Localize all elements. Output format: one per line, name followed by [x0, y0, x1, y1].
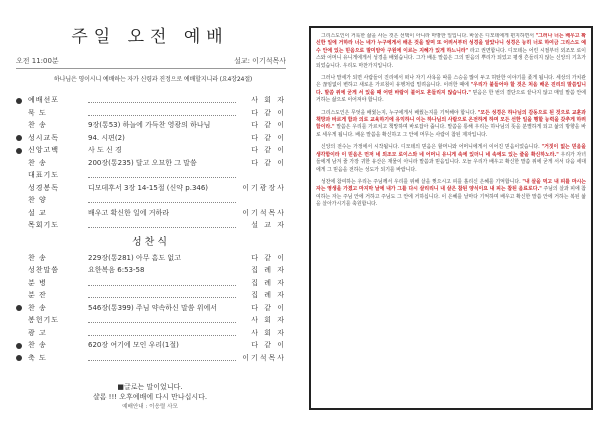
order-item-person: 다 같 이	[251, 121, 286, 129]
order-item	[16, 264, 286, 277]
sermon-text: 말씀은 우리를 가르치고 책망하며 바로잡아 줍니다. 말씀을 통해 우리는 하나님의 뜻을 분별하게 되고 삶의 방향을 바로 세우게 됩니다. 배운 말씀을 확신하고 그 안에 머무는 사람이 참된 제자입니다.	[316, 124, 586, 138]
order-item	[16, 277, 286, 290]
order-item-person: 이기광장사	[242, 183, 286, 192]
order-item-person: 집 례 자	[251, 291, 286, 299]
order-item-label: 예배선포	[28, 96, 60, 104]
order-item	[16, 132, 286, 145]
order-item	[16, 289, 286, 302]
sermon-text: 주님의 살과 피에 참여하는 자는 주님 안에 거하고 주님도 그 안에 거하십니다. 이 은혜를 날마다 기억하며 배우고 확신한 말씀 안에 거하는 복된 삶을 살아가시기를 축원합니다.	[316, 186, 586, 208]
order-item-person: 다 같 이	[251, 146, 286, 154]
order-item	[16, 219, 286, 232]
preacher-label: 설교: 이기석목사	[234, 57, 286, 65]
bullet-icon	[16, 343, 22, 349]
order-item-content: 요한복음 6:53-58	[88, 266, 145, 274]
order-item-label: 성찬말씀	[28, 266, 60, 274]
order-list	[16, 94, 286, 364]
dotted-leader	[88, 177, 236, 178]
sermon-text: 그리스도인은 무엇을 배웠는지, 누구에게서 배웠는지를 기억해야 합니다.	[321, 109, 478, 116]
page-title: 주일 오전 예배	[71, 27, 229, 47]
sermon-paragraph	[316, 33, 586, 70]
order-item	[16, 339, 286, 352]
farewell-greeting: 샬롬 !!! 오후예배에 다시 만나십시다.	[92, 393, 208, 401]
order-item-content: 546장(통399) 주님 약속하신 말씀 위에서	[88, 303, 217, 312]
order-item	[16, 302, 286, 315]
order-item-person: 다 같 이	[251, 133, 286, 142]
order-item-label: 분 잔	[28, 291, 47, 299]
order-item	[16, 169, 286, 182]
sermon-text: 믿음은 한 번의 결단으로 끝나지 않고 매일 말씀 안에 거하는 삶으로 이어져야 합니다.	[316, 89, 586, 104]
order-item-label: 대표기도	[28, 171, 60, 179]
order-item-content: 200장(통235) 달고 오묘한 그 말씀	[88, 158, 197, 167]
order-item	[16, 207, 286, 220]
order-item	[16, 107, 286, 120]
order-item	[16, 352, 286, 365]
farewell	[0, 382, 300, 412]
bullet-icon	[16, 355, 22, 361]
sermon-text: 우리가 자녀들에게 남겨 줄 가장 귀한 유산은 재물이 아니라 말씀과 믿음입니다. 오늘 우리가 배우고 확신한 말씀 위에 굳게 서서 다음 세대에게 그 믿음을 전하는 성도가 되기를 바랍니다.	[316, 151, 586, 173]
order-item-content: 94. 시편(2)	[88, 133, 125, 142]
dotted-leader	[88, 297, 236, 298]
bullet-icon	[16, 135, 22, 141]
order-item-content: 사 도 신 경	[88, 146, 122, 154]
service-time: 오전 11:00분	[16, 57, 59, 65]
scripture-quote: "우리가 붙들어야 할 것은 처음 배운 진리의 말씀입니다. 말씀 위에 굳게 서 있을 때 어떤 바람이 불어도 흔들리지 않습니다."	[316, 82, 586, 96]
order-item-label: 봉헌기도	[28, 316, 60, 324]
order-item-person: 집 례 자	[251, 278, 286, 287]
scripture-quote: "내 살을 먹고 내 피를 마시는 자는 영생을 가졌고 마지막 날에 내가 그를 다시 살리리니 내 살은 참된 양식이요 내 피는 참된 음료로다."	[316, 178, 586, 193]
sermon-text: 신앙의 전수는 가정에서 시작됩니다. 디모데의 믿음은 할머니와 어머니에게서 이어진 믿음이었습니다.	[321, 144, 542, 151]
order-item	[16, 94, 286, 107]
bullet-icon	[16, 98, 22, 104]
order-item-label: 축 도	[28, 353, 47, 362]
order-item-label: 성시교독	[28, 133, 60, 142]
dotted-leader	[88, 322, 236, 323]
order-item-label: 설 교	[28, 208, 47, 217]
sermon-text: 라고 권면합니다. 디모데는 어린 시절부터 외조모 로이스와 어머니 유니게에게서 성경을 배웠습니다. 그가 배운 말씀은 그의 믿음의 뿌리가 되었고 평생 흔들리지 않는 신앙의 기초가 되었습니다. 우리도 마찬가지입니다.	[316, 47, 586, 69]
intro-verse: 하나님은 영이시니 예배하는 자가 신령과 진정으로 예배할지니라 (요4장24절)	[53, 76, 253, 83]
order-item-label: 찬 송	[28, 253, 47, 262]
sermon-text: 그리스도인이 거룩한 삶을 사는 것은 선택이 아니라 마땅한 일입니다. 바울은 디모데에게 편지하면서	[321, 33, 536, 39]
order-item-person: 사 회 자	[251, 96, 286, 104]
order-item-label: 신앙고백	[28, 146, 60, 154]
order-item-content: 9장(통53) 하늘에 가득찬 영광의 하나님	[88, 121, 211, 129]
dotted-leader	[88, 285, 236, 286]
order-item	[16, 327, 286, 340]
dotted-leader	[88, 227, 236, 228]
order-item-label: 묵 도	[28, 108, 47, 117]
communion-title: 성찬식	[132, 236, 170, 248]
order-item-label: 성경봉독	[28, 183, 60, 192]
sermon-paragraph	[316, 75, 586, 105]
order-item-person: 사 회 자	[251, 316, 286, 324]
order-item-label: 분 병	[28, 278, 47, 287]
dotted-leader	[88, 115, 236, 116]
dotted-leader	[88, 102, 236, 103]
order-item	[16, 144, 286, 157]
sermon-paragraph	[316, 110, 586, 140]
order-item	[16, 119, 286, 132]
order-item-person: 설 교 자	[251, 221, 286, 229]
order-item-label: 찬 양	[28, 196, 47, 204]
usher-info: 예배안내 : 이응렬 사모	[122, 404, 178, 410]
order-item-person: 다 같 이	[251, 303, 286, 312]
order-item-person: 다 같 이	[251, 158, 286, 167]
order-item-label: 찬 송	[28, 303, 47, 312]
order-item-label: 찬 송	[28, 158, 47, 167]
order-item-content: 배우고 확신한 일에 거하라	[88, 208, 170, 217]
dotted-leader	[88, 202, 236, 203]
order-item-person: 다 같 이	[251, 253, 286, 262]
order-item-content: 디모데후서 3장 14-15절 (신약 p.346)	[88, 183, 209, 192]
order-item-person: 이기석목사	[242, 353, 286, 362]
sermon-text: 성찬에 참여하는 우리는 주님께서 우리를 위해 살을 찢으시고 피를 흘리신 은혜를 기억합니다.	[321, 178, 523, 185]
scripture-quote: "그러나 너는 배우고 확신한 일에 거하라 너는 네가 누구에게서 배운 것을 알며 또 어려서부터 성경을 알았나니 성경은 능히 너로 하여금 그리스도 예수 안에 있는 믿음으로 말미암아 구원에 이르는 지혜가 있게 하느니라"	[316, 33, 586, 54]
order-item-person: 다 같 이	[251, 108, 286, 117]
order-item-label: 찬 송	[28, 341, 47, 349]
scripture-quote: "거짓이 없는 믿음을 생각함이라 이 믿음은 먼저 네 외조모 로이스와 네 어머니 유니게 속에 있더니 네 속에도 있는 줄을 확신하노라."	[316, 144, 586, 158]
bullet-icon	[16, 305, 22, 311]
order-item-label: 목회기도	[28, 221, 60, 229]
order-item	[16, 314, 286, 327]
scripture-quote: "모든 성경은 하나님의 감동으로 된 것으로 교훈과 책망과 바르게 함과 의로 교육하기에 유익하니 이는 하나님의 사람으로 온전하게 하며 모든 선한 일을 행할 능력을 갖추게 하려 함이라."	[316, 109, 586, 131]
dotted-leader	[88, 335, 236, 336]
order-item-label: 찬 송	[28, 121, 47, 129]
order-item	[16, 157, 286, 170]
divider	[16, 68, 286, 69]
sermon-frame	[309, 26, 593, 410]
order-item-content: 229장(통281) 아무 흠도 없고	[88, 253, 181, 262]
order-item	[16, 182, 286, 195]
order-item-person: 사 회 자	[251, 328, 286, 337]
sermon-paragraph	[316, 179, 586, 209]
order-item-person: 다 같 이	[251, 341, 286, 349]
order-item-person: 이기석목사	[242, 208, 286, 217]
service-meta	[16, 56, 286, 68]
order-item	[16, 194, 286, 207]
dotted-leader	[88, 360, 236, 361]
sermon-body	[316, 33, 586, 403]
order-item-label: 광 고	[28, 328, 47, 337]
sermon-text: 그러나 말세가 되면 사람들이 진리에서 떠나 자기 사욕을 따를 스승을 많이 두고 허탄한 이야기를 좇게 됩니다. 세상의 가치관은 끊임없이 변하고 새로운 가르침이 유행처럼 밀려옵니다. 이러한 때에	[316, 75, 586, 89]
farewell-note: ■글로는 말이었니다.	[117, 383, 183, 391]
order-item-content: 620장 여기에 모인 우리(1절)	[88, 341, 179, 349]
bullet-icon	[16, 148, 22, 154]
sermon-paragraph	[316, 144, 586, 174]
order-item-person: 집 례 자	[251, 266, 286, 274]
order-item	[16, 252, 286, 265]
